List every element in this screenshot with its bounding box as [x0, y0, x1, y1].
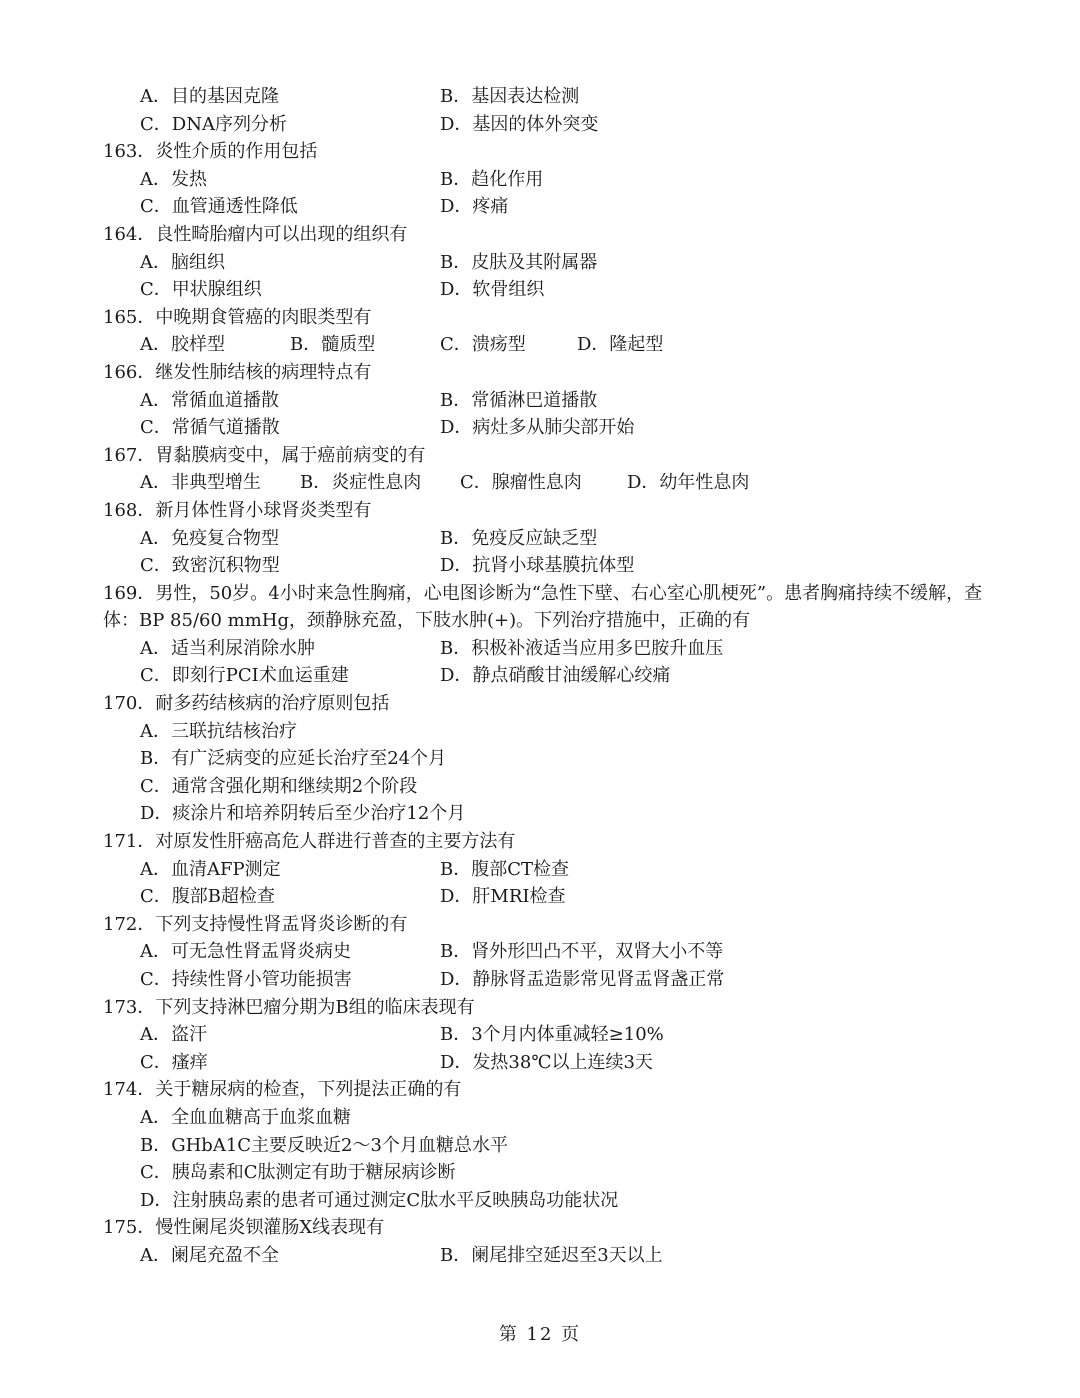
options-row — [103, 111, 1003, 139]
option-text: D．抗肾小球基膜抗体型 — [440, 555, 635, 577]
question-text: 175．慢性阑尾炎钡灌肠X线表现有 — [103, 1217, 385, 1239]
question-stem-line — [103, 690, 1003, 718]
question-stem-line — [103, 442, 1003, 470]
option-text: C．即刻行PCI术血运重建 — [140, 665, 349, 687]
option-text: B．趋化作用 — [440, 168, 544, 190]
option-line — [103, 1187, 1003, 1215]
option-text: B．积极补液适当应用多巴胺升血压 — [440, 637, 724, 659]
option-text: C．瘙痒 — [140, 1051, 208, 1073]
option-text: B．肾外形凹凸不平，双肾大小不等 — [440, 941, 724, 963]
option-text: A．阑尾充盈不全 — [140, 1244, 279, 1266]
options-row — [103, 635, 1003, 663]
question-stem-line — [103, 911, 1003, 939]
question-stem-line — [103, 221, 1003, 249]
option-text: D．疼痛 — [440, 196, 509, 218]
option-text: B．皮肤及其附属器 — [440, 251, 598, 273]
options-row — [103, 166, 1003, 194]
option-text: B．腹部CT检查 — [440, 858, 570, 880]
options-row — [103, 1242, 1003, 1270]
option-text: A．脑组织 — [140, 251, 225, 273]
option-text: C．血管通透性降低 — [140, 196, 298, 218]
options-row — [103, 1021, 1003, 1049]
question-text: 164．良性畸胎瘤内可以出现的组织有 — [103, 223, 408, 245]
option-text: B．免疫反应缺乏型 — [440, 527, 598, 549]
options-row — [103, 193, 1003, 221]
option-line — [103, 800, 1003, 828]
question-text: 163．炎性介质的作用包括 — [103, 141, 318, 163]
question-stem-line — [103, 359, 1003, 387]
options-row — [103, 414, 1003, 442]
option-text: A．目的基因克隆 — [140, 86, 279, 107]
option-text: C．常循气道播散 — [140, 417, 280, 439]
option-text: D．基因的体外突变 — [440, 113, 599, 135]
option-text: A．三联抗结核治疗 — [140, 720, 297, 742]
option-text: A．发热 — [140, 168, 207, 190]
option-text: B．有广泛病变的应延长治疗至24个月 — [140, 748, 447, 770]
question-stem-line — [103, 138, 1003, 166]
option-text: C．DNA序列分析 — [140, 113, 287, 135]
question-stem-line — [103, 304, 1003, 332]
option-text: D．肝MRI检查 — [440, 886, 566, 908]
question-text: 173．下列支持淋巴瘤分期为B组的临床表现有 — [103, 996, 475, 1018]
options-row — [103, 469, 1003, 497]
option-text: A．常循血道播散 — [140, 389, 279, 411]
option-text: C．胰岛素和C肽测定有助于糖尿病诊断 — [140, 1162, 456, 1184]
options-row — [103, 552, 1003, 580]
option-text: C．通常含强化期和继续期2个阶段 — [140, 775, 418, 797]
options-row — [103, 1049, 1003, 1077]
question-text: 体：BP 85/60 mmHg，颈静脉充盈，下肢水肿(+)。下列治疗措施中，正确的有 — [103, 610, 751, 632]
option-text: A．血清AFP测定 — [140, 858, 281, 880]
option-text: B．炎症性息肉 — [300, 472, 422, 494]
option-text: B．3个月内体重减轻≥10% — [440, 1024, 664, 1046]
option-text: C．致密沉积物型 — [140, 555, 280, 577]
option-text: B．髓质型 — [290, 334, 376, 356]
option-text: B．阑尾排空延迟至3天以上 — [440, 1244, 663, 1266]
options-row — [103, 331, 1003, 359]
option-text: A．非典型增生 — [140, 472, 261, 494]
option-text: D．发热38℃以上连续3天 — [440, 1051, 653, 1073]
option-text: C．腹部B超检查 — [140, 886, 275, 908]
option-text: A．适当利尿消除水肿 — [140, 637, 315, 659]
question-stem-line — [103, 828, 1003, 856]
option-text: D．静点硝酸甘油缓解心绞痛 — [440, 665, 671, 687]
option-text: C．溃疡型 — [440, 334, 526, 356]
question-text: 166．继发性肺结核的病理特点有 — [103, 361, 372, 383]
question-stem-line — [103, 994, 1003, 1022]
options-row — [103, 966, 1003, 994]
options-row — [103, 525, 1003, 553]
page-number: 第 12 页 — [498, 1324, 582, 1345]
option-text: B．GHbA1C主要反映近2～3个月血糖总水平 — [140, 1134, 508, 1156]
option-text: C．持续性肾小管功能损害 — [140, 969, 352, 990]
options-row — [103, 249, 1003, 277]
option-line — [103, 1159, 1003, 1187]
options-row — [103, 662, 1003, 690]
option-line — [103, 718, 1003, 746]
option-text: D．隆起型 — [577, 334, 664, 356]
option-line — [103, 773, 1003, 801]
option-line — [103, 1132, 1003, 1160]
options-row — [103, 276, 1003, 304]
option-text: C．甲状腺组织 — [140, 279, 262, 301]
question-text: 169．男性，50岁。4小时来急性胸痛，心电图诊断为“急性下壁、右心室心肌梗死”。患者胸痛持续不缓解，查 — [103, 582, 983, 604]
option-text: A．可无急性肾盂肾炎病史 — [140, 941, 351, 963]
question-stem-line — [103, 1214, 1003, 1242]
question-text: 167．胃黏膜病变中，属于癌前病变的有 — [103, 444, 426, 466]
question-text: 168．新月体性肾小球肾炎类型有 — [103, 499, 372, 521]
question-text: 165．中晚期食管癌的肉眼类型有 — [103, 306, 372, 328]
question-text: 171．对原发性肝癌高危人群进行普查的主要方法有 — [103, 831, 516, 853]
options-row — [103, 883, 1003, 911]
option-text: D．注射胰岛素的患者可通过测定C肽水平反映胰岛功能状况 — [140, 1189, 619, 1211]
options-row — [103, 387, 1003, 415]
question-text: 172．下列支持慢性肾盂肾炎诊断的有 — [103, 913, 408, 935]
options-row — [103, 856, 1003, 884]
question-stem-line — [103, 607, 1003, 635]
question-stem-line — [103, 580, 1003, 608]
question-list — [103, 83, 1003, 1270]
option-text: B．常循淋巴道播散 — [440, 389, 598, 411]
option-text: A．全血血糖高于血浆血糖 — [140, 1106, 351, 1128]
option-line — [103, 1104, 1003, 1132]
options-row — [103, 938, 1003, 966]
option-text: D．静脉肾盂造影常见肾盂肾盏正常 — [440, 969, 725, 990]
option-text: D．幼年性息肉 — [627, 472, 750, 494]
option-text: D．软骨组织 — [440, 279, 545, 301]
options-row — [103, 83, 1003, 111]
option-text: A．盗汗 — [140, 1024, 207, 1046]
question-stem-line — [103, 497, 1003, 525]
option-text: A．免疫复合物型 — [140, 527, 279, 549]
question-stem-line — [103, 1076, 1003, 1104]
question-text: 174．关于糖尿病的检查，下列提法正确的有 — [103, 1079, 462, 1101]
question-text: 170．耐多药结核病的治疗原则包括 — [103, 693, 390, 715]
option-text: C．腺瘤性息肉 — [460, 472, 582, 494]
option-text: D．病灶多从肺尖部开始 — [440, 417, 635, 439]
option-text: A．胶样型 — [140, 334, 225, 356]
option-line — [103, 745, 1003, 773]
option-text: B．基因表达检测 — [440, 86, 580, 107]
option-text: D．痰涂片和培养阴转后至少治疗12个月 — [140, 803, 466, 825]
